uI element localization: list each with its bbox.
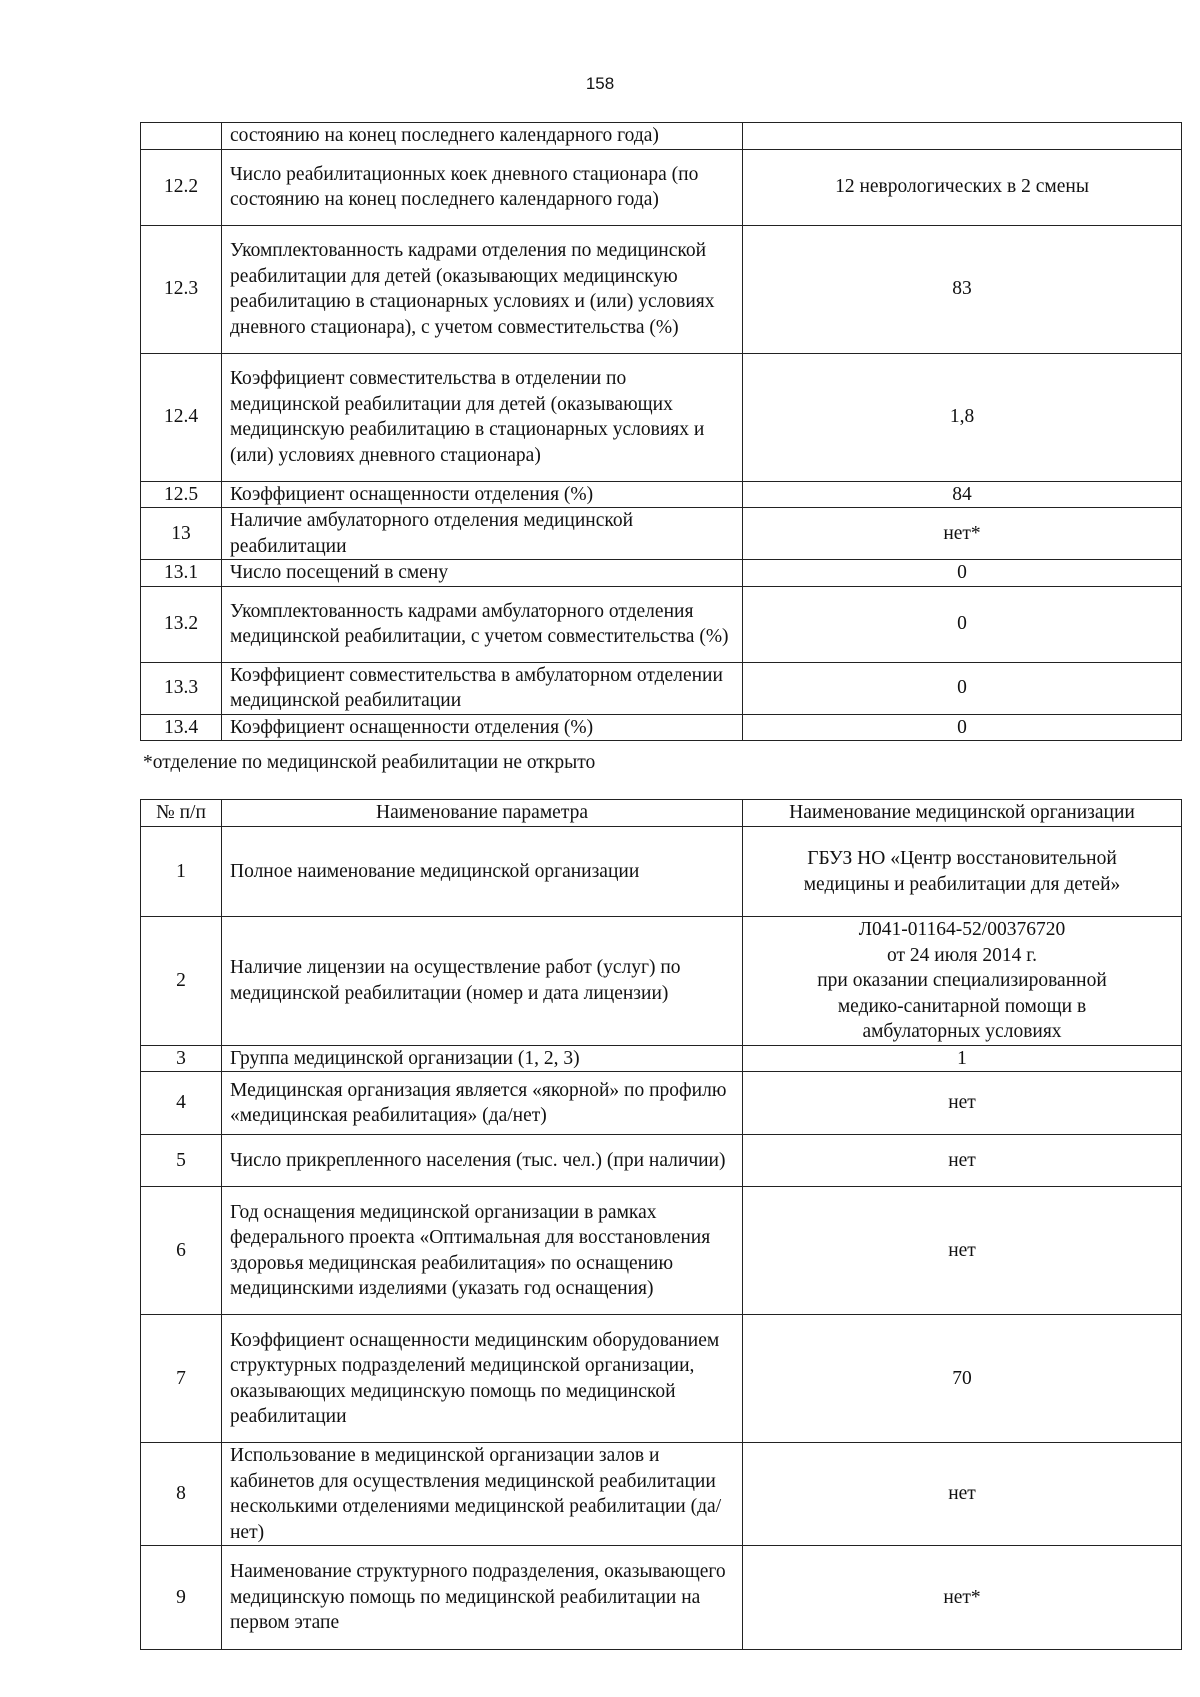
row-number: 5	[141, 1135, 222, 1187]
parameter-name: Коэффициент совместительства в амбулаторном отделении медицинской реабилитации	[222, 662, 743, 714]
row-number: 7	[141, 1315, 222, 1443]
parameter-value: 84	[743, 481, 1182, 508]
parameter-name: Год оснащения медицинской организации в рамках федерального проекта «Оптимальная для восстановления здоровья медицинская реабилитация» по оснащению медицинскими изделиями (указать год оснащения)	[222, 1187, 743, 1315]
table-header-row	[141, 800, 1182, 827]
row-number: 8	[141, 1443, 222, 1546]
parameter-name: Коэффициент оснащенности медицинским оборудованием структурных подразделений медицинской организации, оказывающих медицинскую помощь по медицинской реабилитации	[222, 1315, 743, 1443]
table-row	[141, 149, 1182, 225]
value-line: нет	[948, 1149, 976, 1171]
value-line: нет	[948, 1483, 976, 1505]
parameter-name: Укомплектованность кадрами амбулаторного отделения медицинской реабилитации, с учетом совместительства (%)	[222, 586, 743, 662]
table-row	[141, 560, 1182, 587]
header-org: Наименование медицинской организации	[743, 800, 1182, 827]
table-row	[141, 1315, 1182, 1443]
parameter-name: Укомплектованность кадрами отделения по медицинской реабилитации для детей (оказывающих медицинскую реабилитацию в стационарных условиях и (или) условиях дневного стационара), с учетом совместительства (%)	[222, 225, 743, 353]
row-number: 9	[141, 1546, 222, 1650]
table-row	[141, 827, 1182, 917]
row-number: 2	[141, 917, 222, 1046]
header-num: № п/п	[141, 800, 222, 827]
parameter-value: 0	[743, 560, 1182, 587]
table-row	[141, 662, 1182, 714]
parameter-name: Группа медицинской организации (1, 2, 3)	[222, 1045, 743, 1072]
value-line: нет*	[943, 1586, 981, 1608]
row-number: 12.3	[141, 225, 222, 353]
parameter-value	[743, 1045, 1182, 1072]
table-row	[141, 225, 1182, 353]
row-number: 3	[141, 1045, 222, 1072]
parameter-value: 0	[743, 662, 1182, 714]
parameter-name: Коэффициент совместительства в отделении по медицинской реабилитации для детей (оказывающих медицинскую реабилитацию в стационарных условиях и (или) условиях дневного стационара)	[222, 353, 743, 481]
parameter-value: 1,8	[743, 353, 1182, 481]
table-row	[141, 353, 1182, 481]
parameter-value	[743, 123, 1182, 150]
row-number: 12.5	[141, 481, 222, 508]
parameter-value	[743, 1072, 1182, 1135]
value-line: медицины и реабилитации для детей»	[803, 873, 1121, 895]
parameter-value	[743, 827, 1182, 917]
parameter-name: Полное наименование медицинской организации	[222, 827, 743, 917]
parameter-name: Коэффициент оснащенности отделения (%)	[222, 714, 743, 741]
table-row	[141, 1187, 1182, 1315]
value-line: амбулаторных условиях	[862, 1021, 1062, 1042]
table-row	[141, 1045, 1182, 1072]
parameter-value	[743, 1187, 1182, 1315]
table-row	[141, 481, 1182, 508]
table-row	[141, 917, 1182, 1046]
rehab-params-table-continued	[140, 122, 1182, 741]
table-row	[141, 1443, 1182, 1546]
parameter-name: Медицинская организация является «якорной» по профилю «медицинская реабилитация» (да/нет)	[222, 1072, 743, 1135]
parameter-value	[743, 1443, 1182, 1546]
row-number	[141, 123, 222, 150]
parameter-name: Коэффициент оснащенности отделения (%)	[222, 481, 743, 508]
table-row	[141, 1546, 1182, 1650]
parameter-name: Наименование структурного подразделения, оказывающего медицинскую помощь по медицинской реабилитации на первом этапе	[222, 1546, 743, 1650]
medical-organization-table	[140, 799, 1182, 1650]
row-number: 6	[141, 1187, 222, 1315]
parameter-value: 0	[743, 714, 1182, 741]
value-line: от 24 июля 2014 г.	[887, 944, 1037, 966]
value-line: 70	[952, 1367, 972, 1389]
parameter-value	[743, 1135, 1182, 1187]
row-number: 13.1	[141, 560, 222, 587]
row-number: 4	[141, 1072, 222, 1135]
parameter-value: 83	[743, 225, 1182, 353]
parameter-value: 12 неврологических в 2 смены	[743, 149, 1182, 225]
value-line: нет	[948, 1092, 976, 1114]
table-row	[141, 123, 1182, 150]
parameter-name: Наличие амбулаторного отделения медицинской реабилитации	[222, 508, 743, 560]
value-line: при оказании специализированной	[817, 970, 1107, 991]
table-row	[141, 1135, 1182, 1187]
value-line: Л041-01164-52/00376720	[858, 919, 1066, 940]
parameter-value	[743, 917, 1182, 1046]
table-row	[141, 1072, 1182, 1135]
parameter-name: Число реабилитационных коек дневного стационара (по состоянию на конец последнего календарного года)	[222, 149, 743, 225]
parameter-name: Наличие лицензии на осуществление работ (услуг) по медицинской реабилитации (номер и дата лицензии)	[222, 917, 743, 1046]
table-row	[141, 714, 1182, 741]
row-number: 13.4	[141, 714, 222, 741]
value-line: ГБУЗ НО «Центр восстановительной	[807, 848, 1117, 869]
row-number: 13.3	[141, 662, 222, 714]
value-line: 1	[957, 1047, 967, 1069]
parameter-name: Число прикрепленного населения (тыс. чел.) (при наличии)	[222, 1135, 743, 1187]
parameter-name: состоянию на конец последнего календарного года)	[222, 123, 743, 150]
parameter-value: нет*	[743, 508, 1182, 560]
value-line: нет	[948, 1239, 976, 1261]
table-row	[141, 586, 1182, 662]
row-number: 12.4	[141, 353, 222, 481]
row-number: 1	[141, 827, 222, 917]
parameter-value	[743, 1315, 1182, 1443]
page-number: 158	[585, 74, 615, 93]
header-param: Наименование параметра	[222, 800, 743, 827]
value-line: медико-санитарной помощи в	[837, 995, 1087, 1017]
parameter-name: Использование в медицинской организации залов и кабинетов для осуществления медицинской реабилитации несколькими отделениями медицинской реабилитации (да/нет)	[222, 1443, 743, 1546]
row-number: 12.2	[141, 149, 222, 225]
parameter-value	[743, 1546, 1182, 1650]
footnote: *отделение по медицинской реабилитации не открыто	[143, 752, 596, 773]
row-number: 13	[141, 508, 222, 560]
parameter-value: 0	[743, 586, 1182, 662]
row-number: 13.2	[141, 586, 222, 662]
table-row	[141, 508, 1182, 560]
parameter-name: Число посещений в смену	[222, 560, 743, 587]
